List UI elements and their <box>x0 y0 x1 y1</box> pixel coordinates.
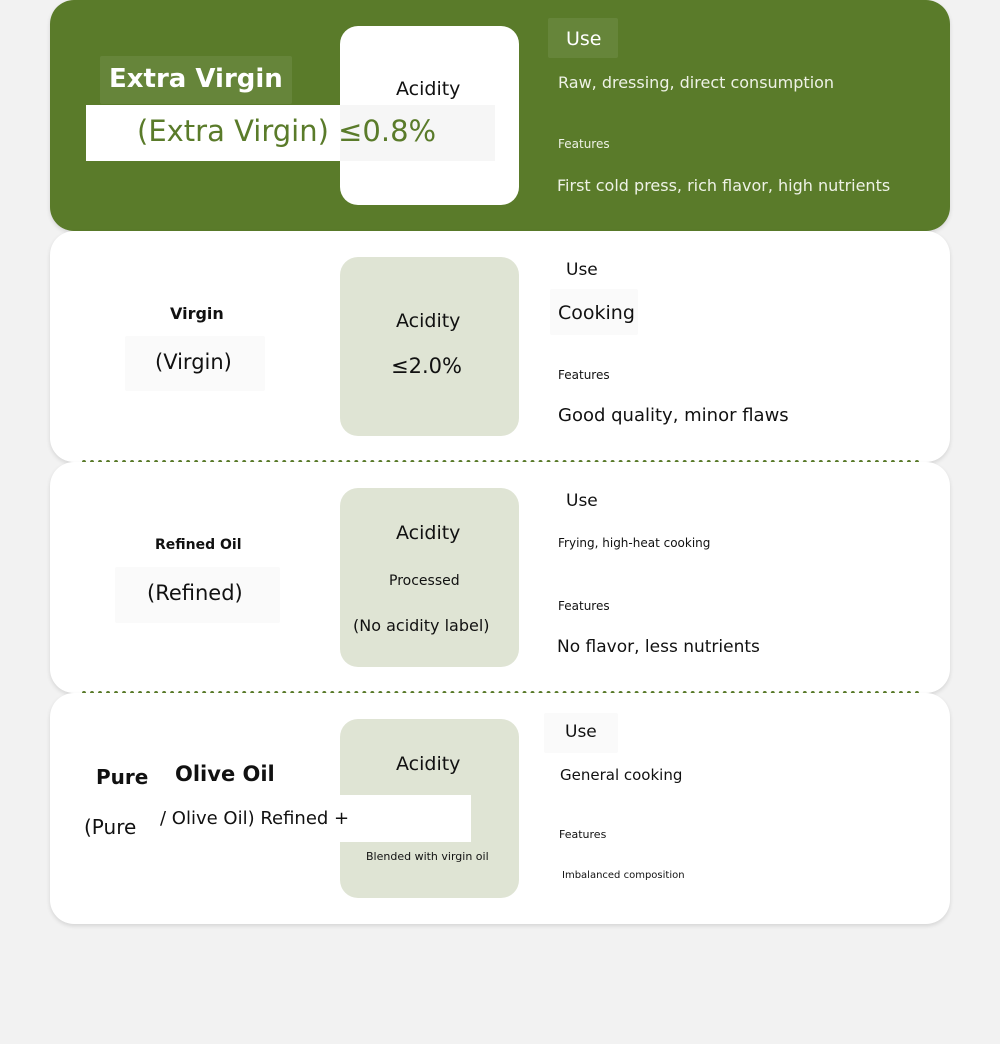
features-label: Features <box>558 137 610 151</box>
use-label: Use <box>565 722 597 742</box>
grade-title-part-1: Pure <box>96 765 149 789</box>
grade-card-extra-virgin <box>50 0 950 231</box>
acidity-box <box>340 257 519 436</box>
acidity-value: Processed <box>389 573 460 589</box>
acidity-value: ≤2.0% <box>391 354 462 378</box>
grade-subtitle-part-1: (Pure <box>84 815 137 839</box>
features-label: Features <box>559 828 607 841</box>
acidity-label: Acidity <box>396 310 461 332</box>
use-value: General cooking <box>560 766 683 784</box>
features-value: No flavor, less nutrients <box>557 637 760 657</box>
use-value: Raw, dressing, direct consumption <box>558 73 835 92</box>
grade-title-part-2: Olive Oil <box>175 762 275 786</box>
acidity-label: Acidity <box>396 522 461 544</box>
features-label: Features <box>558 599 610 613</box>
grade-title: Extra Virgin <box>109 64 283 94</box>
use-label: Use <box>566 491 598 511</box>
grade-card-pure <box>50 693 950 924</box>
subtitle-panel <box>340 795 471 842</box>
grade-card-virgin <box>50 231 950 462</box>
use-label: Use <box>566 28 602 50</box>
grade-subtitle: (Virgin) <box>155 350 232 374</box>
acidity-note: Blended with virgin oil <box>366 850 489 863</box>
use-label: Use <box>566 260 598 280</box>
acidity-label: Acidity <box>396 78 461 100</box>
acidity-note: (No acidity label) <box>353 616 490 635</box>
use-value: Frying, high-heat cooking <box>558 536 711 550</box>
grade-card-refined <box>50 462 950 693</box>
use-value: Cooking <box>558 302 635 324</box>
grade-subtitle: (Extra Virgin) ≤0.8% <box>137 114 437 148</box>
grade-title: Virgin <box>170 304 224 323</box>
grade-title: Refined Oil <box>155 537 242 553</box>
features-label: Features <box>558 368 610 382</box>
acidity-label: Acidity <box>396 753 461 775</box>
features-value: Imbalanced composition <box>562 870 685 881</box>
features-value: Good quality, minor flaws <box>558 405 789 426</box>
grade-subtitle: (Refined) <box>147 581 243 605</box>
grade-subtitle-part-2: / Olive Oil) Refined + <box>160 808 350 829</box>
features-value: First cold press, rich flavor, high nutrients <box>557 176 891 195</box>
